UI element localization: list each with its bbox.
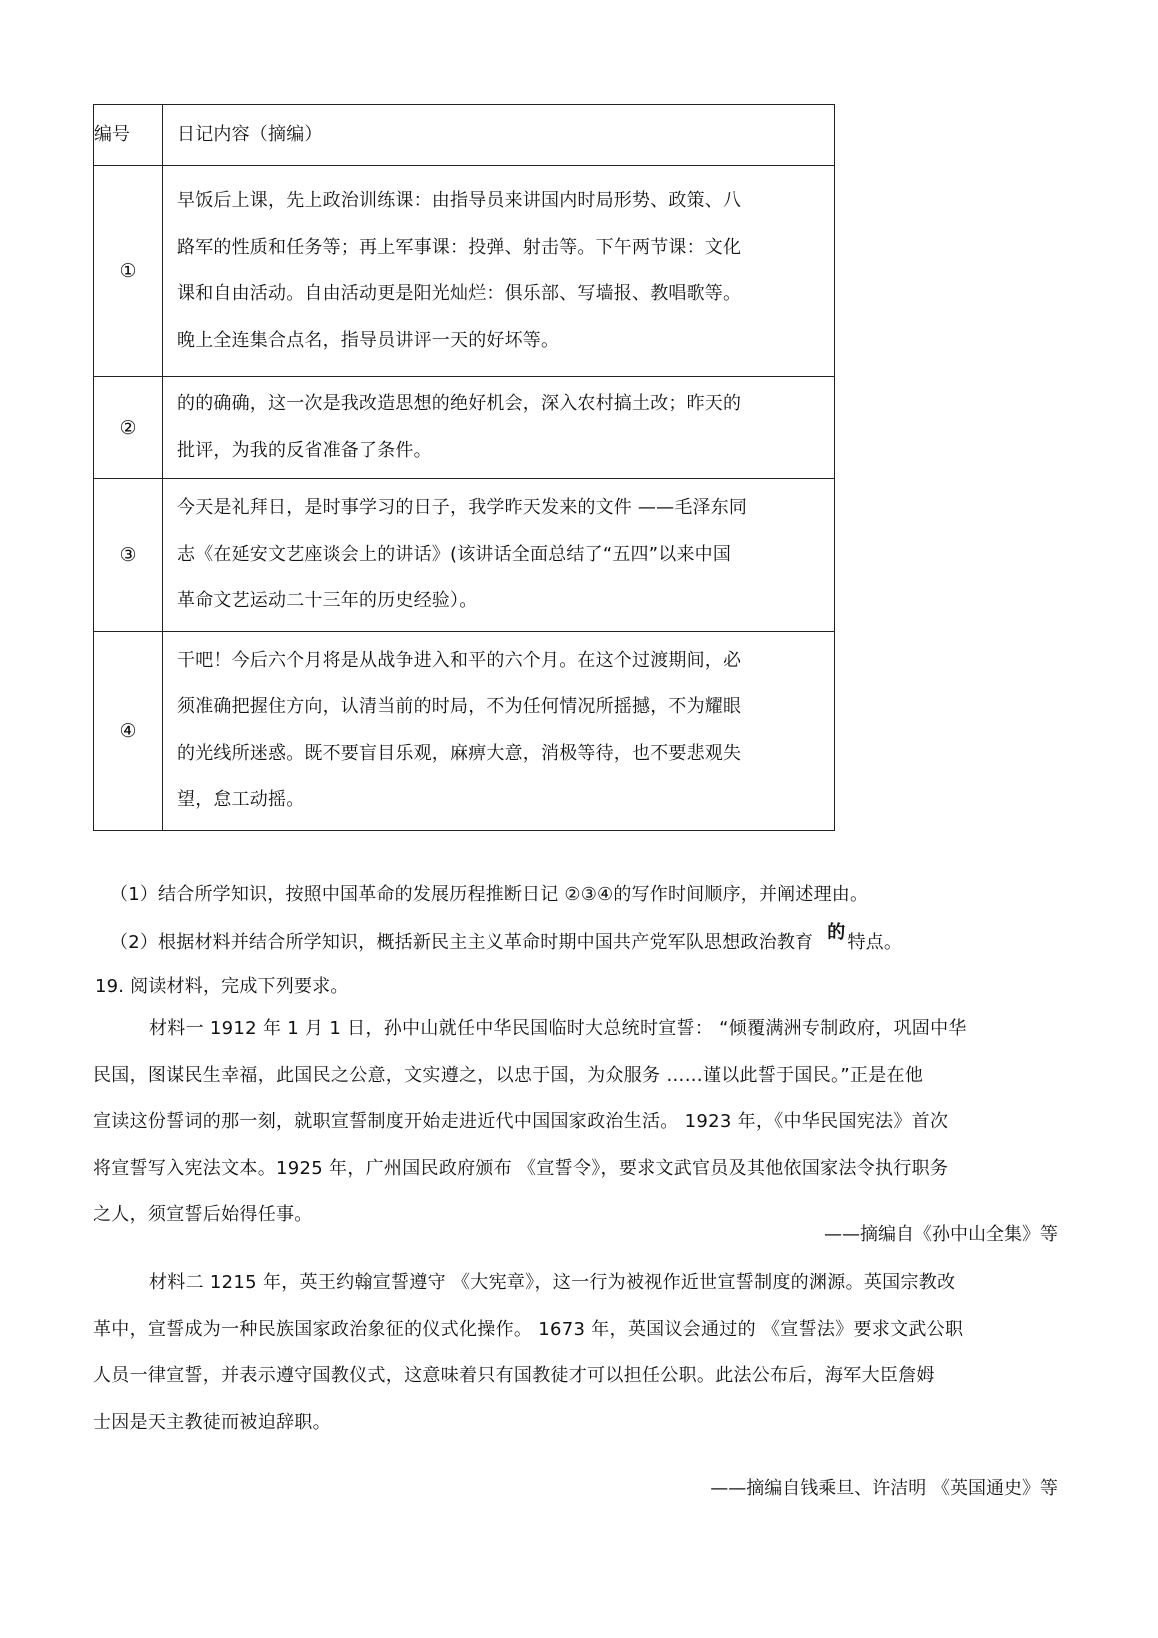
- question-2-text: （2）根据材料并结合所学知识，概括新民主主义革命时期中国共产党军队思想政治教育: [110, 932, 814, 953]
- row-line: 路军的性质和任务等；再上军事课：投弹、射击等。下午两节课：文化: [177, 236, 742, 258]
- row-line: 批评，为我的反省准备了条件。: [177, 439, 432, 461]
- row-line: 的的确确，这一次是我改造思想的绝好机会，深入农村搞土改；昨天的: [177, 393, 742, 414]
- material-line-text: 材料二 1215 年，英王约翰宣誓遵守 《大宪章》，这一行为被视作近世宣誓制度的渊源。英国宗教改: [149, 1272, 956, 1293]
- row-line: 的光线所迷惑。既不要盲目乐观，麻痹大意，消极等待，也不要悲观失: [177, 742, 742, 764]
- material-2-source: ——摘编自钱乘旦、许洁明 《英国通史》等: [710, 1478, 1058, 1499]
- table-row: [94, 377, 835, 479]
- row-number: ③: [94, 479, 163, 632]
- row-number: ①: [94, 166, 163, 377]
- material-line: 之人，须宣誓后始得任事。: [93, 1204, 313, 1225]
- material-line-text: 材料一 1912 年 1 月 1 日，孙中山就任中华民国临时大总统时宣誓： “倾覆满洲专制政府，巩固中华: [149, 1018, 967, 1039]
- header-content: 日记内容（摘编）: [163, 105, 835, 166]
- question-19-heading: 19. 阅读材料，完成下列要求。: [95, 976, 349, 997]
- material-2: [93, 1260, 1058, 1446]
- material-line: [93, 1260, 1058, 1307]
- row-content: [163, 166, 835, 377]
- material-line: 人员一律宣誓，并表示遵守国教仪式，这意味着只有国教徒才可以担任公职。此法公布后，海军大臣詹姆: [93, 1365, 935, 1386]
- material-line: [93, 1006, 1058, 1053]
- row-number: ④: [94, 631, 163, 830]
- row-line: 晚上全连集合点名，指导员讲评一天的好坏等。: [177, 329, 560, 351]
- question-1: （1）结合所学知识，按照中国革命的发展历程推断日记 ②③④的写作时间顺序，并阐述理由。: [110, 884, 869, 905]
- row-line: 志《在延安文艺座谈会上的讲话》(该讲话全面总结了“五四”以来中国: [177, 543, 732, 565]
- row-number: ②: [94, 377, 163, 479]
- question-2-de: 的: [827, 922, 846, 943]
- question-2: [110, 920, 1075, 966]
- question-2-end: 特点。: [847, 932, 903, 953]
- row-content: [163, 631, 835, 830]
- row-content: [163, 479, 835, 632]
- row-line: 革命文艺运动二十三年的历史经验）。: [177, 590, 478, 611]
- material-line: 宣读这份誓词的那一刻，就职宣誓制度开始走进近代中国国家政治生活。 1923 年，《中华民国宪法》首次: [93, 1111, 949, 1132]
- row-content: [163, 377, 835, 479]
- table-header-row: [94, 105, 835, 166]
- row-line: 课和自由活动。自由活动更是阳光灿烂：俱乐部、写墙报、教唱歌等。: [177, 283, 742, 304]
- header-number: 编号: [94, 105, 163, 166]
- row-line: 须准确把握住方向，认清当前的时局，不为任何情况所摇撼，不为耀眼: [177, 696, 742, 717]
- material-line: 士因是天主教徒而被迫辞职。: [93, 1411, 331, 1433]
- row-line: 今天是礼拜日，是时事学习的日子，我学昨天发来的文件 ——毛泽东同: [177, 497, 748, 518]
- table-row: [94, 631, 835, 830]
- row-line: 望，怠工动摇。: [177, 789, 305, 810]
- material-line: 革中，宣誓成为一种民族国家政治象征的仪式化操作。 1673 年，英国议会通过的 《宣誓法》要求文武公职: [93, 1318, 964, 1340]
- material-line: 将宣誓写入宪法文本。1925 年，广州国民政府颁布 《宣誓令》，要求文武官员及其他依国家法令执行职务: [93, 1157, 949, 1179]
- row-line: 早饭后上课，先上政治训练课：由指导员来讲国内时局形势、政策、八: [177, 190, 742, 211]
- table-row: [94, 166, 835, 377]
- material-1-source: ——摘编自《孙中山全集》等: [824, 1224, 1058, 1245]
- table-row: [94, 479, 835, 632]
- material-1: [93, 1006, 1058, 1239]
- material-line: 民国，图谋民生幸福，此国民之公意，文实遵之，以忠于国，为众服务 ……谨以此誓于国民。”正是在他: [93, 1064, 924, 1086]
- row-line: 干吧！今后六个月将是从战争进入和平的六个月。在这个过渡期间，必: [177, 649, 742, 671]
- diary-table: [93, 104, 835, 831]
